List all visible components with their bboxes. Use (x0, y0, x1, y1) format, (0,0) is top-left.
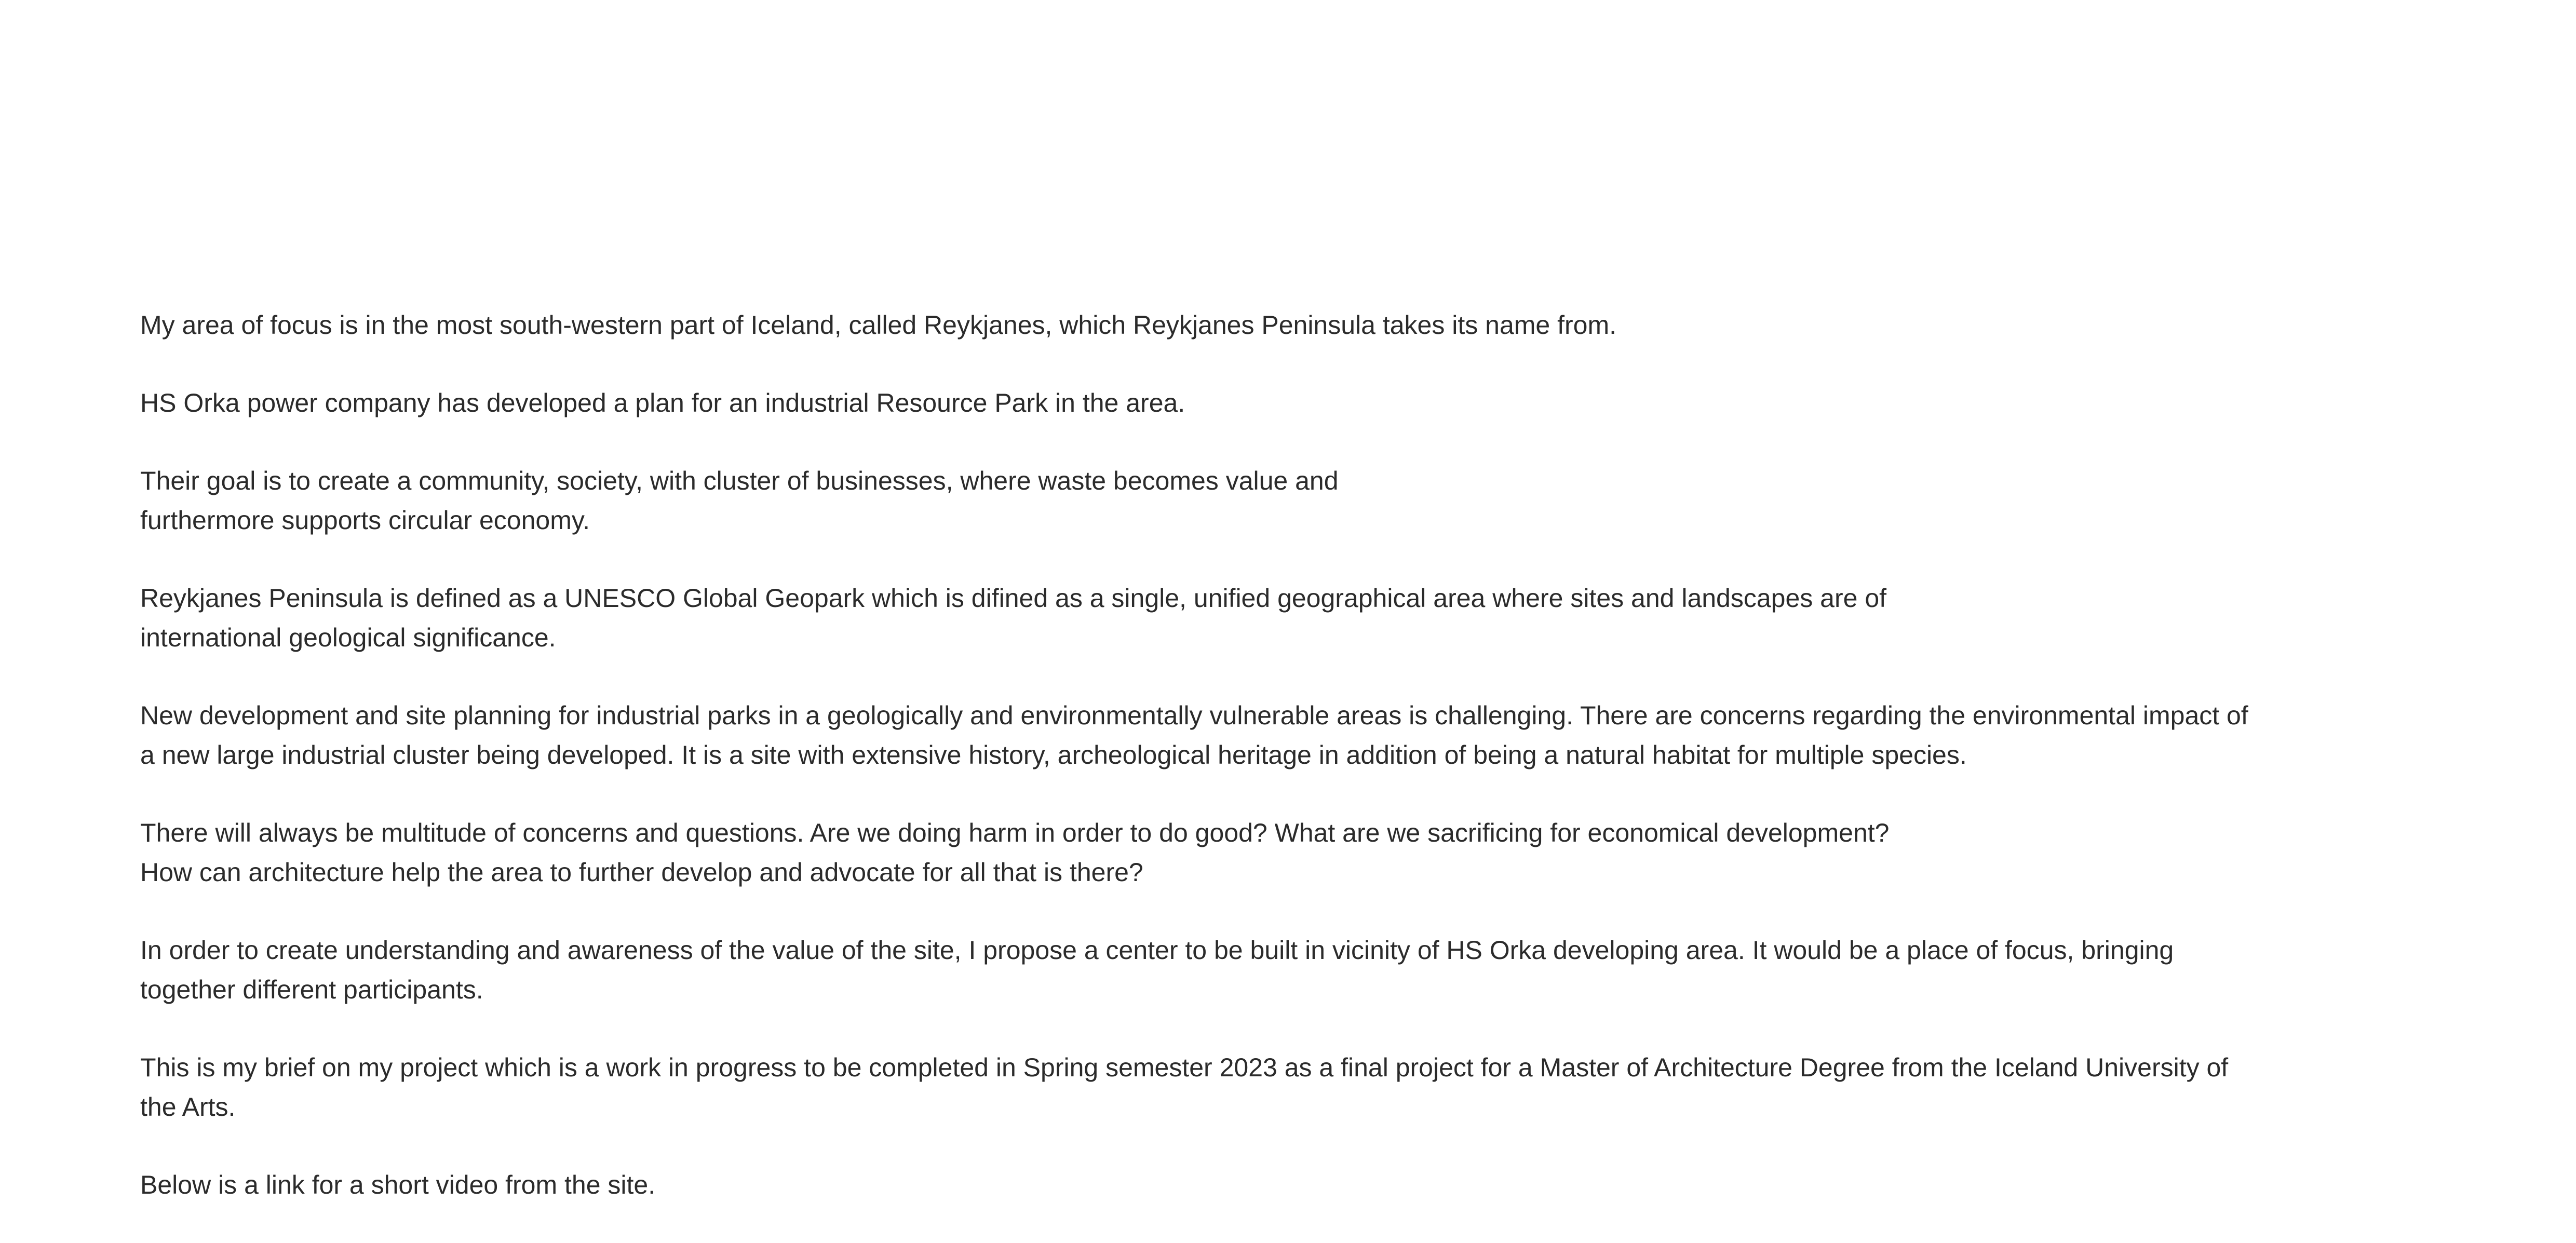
paragraph-proposal (140, 930, 2466, 1009)
text-line: Below is a link for a short video from the site. (140, 1170, 656, 1199)
paragraph-unesco-geopark (140, 578, 2466, 657)
text-line: My area of focus is in the most south-western part of Iceland, called Reykjanes, which Reykjanes Peninsula takes its name from. (140, 310, 1616, 340)
document-body (140, 305, 2466, 1243)
text-line: There will always be multitude of concerns and questions. Are we doing harm in order to do good? What are we sacrificing for economical development? (140, 818, 1890, 847)
paragraph-project-brief (140, 1048, 2466, 1127)
text-line: international geological significance. (140, 623, 556, 652)
text-line: together different participants. (140, 975, 483, 1004)
paragraph-video-link (140, 1165, 2466, 1205)
paragraph-questions (140, 813, 2466, 892)
paragraph-development-challenges (140, 696, 2466, 775)
text-line: How can architecture help the area to further develop and advocate for all that is there? (140, 858, 1143, 887)
text-line: Reykjanes Peninsula is defined as a UNESCO Global Geopark which is difined as a single, unified geographical area where sites and landscapes are of (140, 584, 1887, 613)
text-line: a new large industrial cluster being developed. It is a site with extensive history, archeological heritage in addition of being a natural habitat for multiple species. (140, 740, 1967, 769)
text-line: New development and site planning for industrial parks in a geologically and environmentally vulnerable areas is challenging. There are concerns regarding the environmental impact of (140, 701, 2248, 730)
text-line: the Arts. (140, 1092, 236, 1122)
text-line: Their goal is to create a community, society, with cluster of businesses, where waste becomes value and (140, 466, 1339, 495)
text-line: In order to create understanding and awareness of the value of the site, I propose a center to be built in vicinity of HS Orka developing area. It would be a place of focus, bringing (140, 936, 2174, 965)
text-line: HS Orka power company has developed a plan for an industrial Resource Park in the area. (140, 388, 1185, 417)
paragraph-hs-orka-plan (140, 383, 2466, 423)
paragraph-goal (140, 461, 2466, 540)
paragraph-area-of-focus (140, 305, 2466, 345)
text-line: This is my brief on my project which is a work in progress to be completed in Spring semester 2023 as a final project for a Master of Architecture Degree from the Iceland University of (140, 1053, 2229, 1082)
text-line: furthermore supports circular economy. (140, 506, 590, 535)
